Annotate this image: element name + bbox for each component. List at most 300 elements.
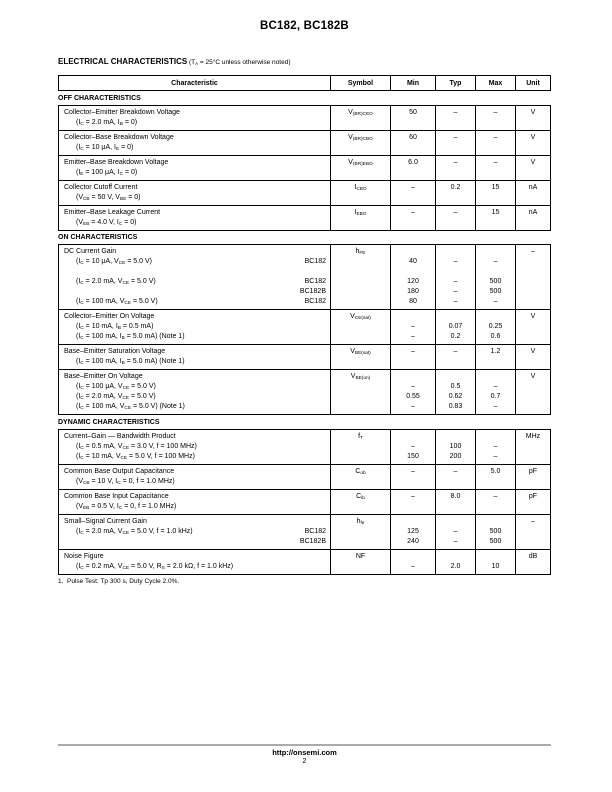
min-cell xyxy=(391,370,436,415)
characteristic-cell xyxy=(59,206,331,231)
condition-text: ($I_C = 100$ mA, $I_B = 5.0$ mA) (Note 1) xyxy=(76,358,185,367)
max-cell-value xyxy=(476,477,515,487)
min-cell-value xyxy=(391,267,435,277)
min-cell-value xyxy=(391,118,435,128)
max-cell-value xyxy=(476,517,515,527)
symbol-cell xyxy=(331,515,391,550)
typ-cell-value xyxy=(436,168,475,178)
typ-cell-value: – xyxy=(453,298,458,305)
unit-cell-value: nA xyxy=(528,208,538,216)
table-row xyxy=(59,430,551,465)
min-cell-value xyxy=(391,357,435,367)
max-cell-value xyxy=(476,168,515,178)
min-cell xyxy=(391,430,436,465)
typ-cell xyxy=(436,245,476,310)
typ-cell-value: – xyxy=(453,537,458,545)
typ-cell-value xyxy=(436,517,475,527)
max-cell xyxy=(476,156,516,181)
unit-cell-value: V xyxy=(530,373,536,380)
typ-cell-value xyxy=(436,118,475,128)
max-cell xyxy=(476,310,516,345)
min-cell-value xyxy=(391,432,435,442)
typ-cell-value: – xyxy=(453,258,458,265)
max-cell-value: 500 xyxy=(489,537,502,545)
header-characteristic: Characteristic xyxy=(59,76,331,91)
characteristic-line xyxy=(59,537,330,547)
max-cell-value: 15 xyxy=(491,208,500,216)
typ-cell-value: 0.07 xyxy=(448,323,463,330)
unit-cell xyxy=(516,490,551,515)
max-cell-value xyxy=(476,372,515,382)
unit-cell-value: pF xyxy=(528,467,538,475)
characteristic-cell xyxy=(59,106,331,131)
condition-text: ($I_C = 10$ mA, $I_B = 0.5$ mA) xyxy=(76,323,154,332)
typ-cell-value: 0.2 xyxy=(450,183,461,191)
condition-text: DC Current Gain xyxy=(64,248,117,255)
footnote: 1. Pulse Test: Tp 300 s, Duty Cycle 2.0%. xyxy=(58,577,180,585)
condition-text: ($I_C = 0.5$ mA, $V_{CE} = 3.0$ V, f = 100 MHz) xyxy=(76,442,197,451)
condition-text: Collector–Base Breakdown Voltage xyxy=(64,133,174,141)
characteristic-cell xyxy=(59,515,331,550)
unit-cell-value: V xyxy=(530,133,536,141)
max-cell xyxy=(476,370,516,415)
min-cell-value: 80 xyxy=(409,298,417,305)
symbol-cell xyxy=(331,430,391,465)
symbol-cell-value: $V_{BE(sat)}$ xyxy=(350,348,371,357)
max-cell-value: 5.0 xyxy=(490,467,501,475)
characteristic-line xyxy=(59,562,330,572)
symbol-cell-value: $V_{(BR)EBO}$ xyxy=(348,158,373,167)
unit-cell-value: V xyxy=(530,108,536,116)
min-cell-value: – xyxy=(411,323,415,330)
typ-cell-value: – xyxy=(453,208,458,216)
header-typ: Typ xyxy=(436,76,476,91)
typ-cell xyxy=(436,430,476,465)
symbol-cell xyxy=(331,131,391,156)
min-cell-value: – xyxy=(411,442,415,450)
condition-text: ($I_C = 10$ μA, $V_{CE} = 5.0$ V) xyxy=(76,258,152,267)
typ-cell xyxy=(436,490,476,515)
symbol-cell-value: $C_{ob}$ xyxy=(355,467,366,476)
table-row xyxy=(59,245,551,310)
unit-cell xyxy=(516,370,551,415)
max-cell-value: – xyxy=(493,298,498,305)
unit-cell xyxy=(516,550,551,575)
characteristic-line xyxy=(59,312,330,322)
characteristic-line xyxy=(59,477,330,487)
min-cell-value: – xyxy=(411,208,415,216)
unit-cell-value: MHz xyxy=(525,432,541,440)
max-cell-value: 1.2 xyxy=(490,348,501,355)
table-section-block xyxy=(58,105,551,231)
model-label: BC182B xyxy=(299,537,326,545)
unit-cell xyxy=(516,465,551,490)
min-cell-value: 60 xyxy=(409,133,417,141)
min-cell xyxy=(391,515,436,550)
symbol-cell-value: $V_{(BR)CBO}$ xyxy=(348,133,373,142)
max-cell-value xyxy=(476,552,515,562)
max-cell xyxy=(476,490,516,515)
characteristic-line xyxy=(59,277,330,287)
characteristic-line xyxy=(59,218,330,228)
min-cell-value xyxy=(391,517,435,527)
characteristic-cell xyxy=(59,345,331,370)
typ-cell-value xyxy=(436,502,475,512)
typ-cell-value xyxy=(436,267,475,277)
min-cell xyxy=(391,490,436,515)
symbol-cell xyxy=(331,550,391,575)
characteristic-cell xyxy=(59,245,331,310)
max-cell-value xyxy=(476,267,515,277)
characteristic-line xyxy=(59,287,330,297)
table-row xyxy=(59,465,551,490)
min-cell-value: 120 xyxy=(407,278,419,285)
min-cell-value: 0.55 xyxy=(406,393,420,400)
table-section-block xyxy=(58,244,551,415)
symbol-cell xyxy=(331,245,391,310)
characteristic-line xyxy=(59,382,330,392)
typ-cell-value: 2.0 xyxy=(450,562,461,570)
min-cell-value xyxy=(391,372,435,382)
symbol-cell xyxy=(331,310,391,345)
characteristic-cell xyxy=(59,310,331,345)
footer-link[interactable]: http://onsemi.com xyxy=(272,748,337,757)
header-unit: Unit xyxy=(516,76,551,91)
min-cell xyxy=(391,345,436,370)
condition-text: ($I_C = 100$ mA, $V_{CE} = 5.0$ V) (Note 1) xyxy=(76,403,185,412)
symbol-cell xyxy=(331,490,391,515)
characteristic-line xyxy=(59,442,330,452)
characteristic-line xyxy=(59,168,330,178)
characteristic-line xyxy=(59,467,330,477)
section-label: ON CHARACTERISTICS xyxy=(58,234,138,241)
unit-cell xyxy=(516,310,551,345)
model-label: BC182 xyxy=(304,298,326,305)
min-cell-value: – xyxy=(411,467,415,475)
table-row xyxy=(59,156,551,181)
characteristic-line xyxy=(59,527,330,537)
max-cell-value: 500 xyxy=(489,278,502,285)
typ-cell-value: 8.0 xyxy=(450,492,461,500)
symbol-cell xyxy=(331,345,391,370)
max-cell-value xyxy=(476,502,515,512)
min-cell-value: – xyxy=(411,562,415,570)
typ-cell xyxy=(436,370,476,415)
min-cell xyxy=(391,181,436,206)
condition-text: Small–Signal Current Gain xyxy=(64,517,147,525)
min-cell-value xyxy=(391,552,435,562)
condition-text: ($V_{CB} = 50$ V, $V_{BE} = 0$) xyxy=(76,193,141,202)
unit-cell-value: – xyxy=(531,517,535,525)
model-label: BC182 xyxy=(304,278,326,285)
min-cell-value xyxy=(391,502,435,512)
min-cell-value: – xyxy=(411,333,415,340)
min-cell-value: – xyxy=(411,403,415,410)
table-row xyxy=(59,106,551,131)
min-cell xyxy=(391,131,436,156)
characteristic-line xyxy=(59,183,330,193)
unit-cell-value: V xyxy=(530,158,536,166)
condition-text: ($I_C = 2.0$ mA, $V_{CE} = 5.0$ V) xyxy=(76,278,156,287)
characteristic-line xyxy=(59,492,330,502)
characteristic-line xyxy=(59,392,330,402)
max-cell xyxy=(476,181,516,206)
table-section-block xyxy=(58,429,551,575)
characteristic-cell xyxy=(59,465,331,490)
min-cell-value: – xyxy=(411,348,415,355)
typ-cell-value: 0.83 xyxy=(448,403,463,410)
symbol-cell-value: $I_{EBO}$ xyxy=(354,208,367,217)
min-cell-value xyxy=(391,143,435,153)
characteristic-line xyxy=(59,452,330,462)
condition-text: ($I_C = 100$ mA, $I_B = 5.0$ mA) (Note 1) xyxy=(76,333,185,342)
max-cell-value: – xyxy=(493,133,498,141)
characteristic-line xyxy=(59,133,330,143)
typ-cell-value xyxy=(436,312,475,322)
characteristic-cell xyxy=(59,550,331,575)
symbol-cell xyxy=(331,106,391,131)
condition-text: Collector Cutoff Current xyxy=(64,183,138,191)
condition-text: Emitter–Base Leakage Current xyxy=(64,208,161,216)
max-cell-value: – xyxy=(493,492,498,500)
typ-cell xyxy=(436,465,476,490)
characteristic-line xyxy=(59,552,330,562)
unit-cell xyxy=(516,131,551,156)
symbol-cell-value: $V_{BE(on)}$ xyxy=(350,373,371,382)
condition-text: Collector–Emitter On Voltage xyxy=(64,313,155,320)
max-cell-value: 15 xyxy=(491,183,500,191)
max-cell-value: 500 xyxy=(489,288,502,295)
typ-cell-value xyxy=(436,193,475,203)
min-cell-value xyxy=(391,168,435,178)
typ-cell-value: – xyxy=(453,527,458,535)
max-cell xyxy=(476,245,516,310)
condition-text: ($I_C = 100$ μA, $V_{CE} = 5.0$ V) xyxy=(76,383,156,392)
condition-text: Base–Emitter Saturation Voltage xyxy=(64,348,166,355)
condition-text: Noise Figure xyxy=(64,552,104,560)
table-row xyxy=(59,310,551,345)
characteristic-line xyxy=(59,257,330,267)
characteristic-line xyxy=(59,432,330,442)
table-row xyxy=(59,550,551,575)
typ-cell xyxy=(436,156,476,181)
min-cell-value: 150 xyxy=(407,452,419,460)
max-cell-value xyxy=(476,118,515,128)
typ-cell-value xyxy=(436,552,475,562)
characteristic-cell xyxy=(59,490,331,515)
symbol-cell xyxy=(331,465,391,490)
unit-cell-value: – xyxy=(531,248,535,255)
min-cell-value: 40 xyxy=(409,258,417,265)
unit-cell xyxy=(516,106,551,131)
unit-cell-value: dB xyxy=(528,552,538,560)
header-max: Max xyxy=(476,76,516,91)
max-cell-value: – xyxy=(493,108,498,116)
typ-cell xyxy=(436,550,476,575)
unit-cell xyxy=(516,430,551,465)
symbol-cell-value: $V_{CE(sat)}$ xyxy=(350,313,371,322)
min-cell-value xyxy=(391,247,435,257)
typ-cell xyxy=(436,515,476,550)
condition-text: ($V_{EB} = 0.5$ V, $I_C = 0$, f = 1.0 MHz) xyxy=(76,502,177,511)
unit-cell xyxy=(516,345,551,370)
typ-cell-value: – xyxy=(453,467,458,475)
min-cell-value: 240 xyxy=(407,537,419,545)
characteristic-line xyxy=(59,143,330,153)
table-row xyxy=(59,345,551,370)
condition-text: ($V_{EB} = 4.0$ V, $I_C = 0$) xyxy=(76,218,137,227)
symbol-cell-value: $h_{FE}$ xyxy=(355,248,366,257)
min-cell xyxy=(391,106,436,131)
page-footer xyxy=(58,744,551,765)
unit-cell xyxy=(516,181,551,206)
condition-text: ($I_C = 10$ mA, $V_{CE} = 5.0$ V, f = 100 MHz) xyxy=(76,452,195,461)
max-cell-value xyxy=(476,357,515,367)
symbol-cell-value: NF xyxy=(355,552,366,560)
max-cell-value: – xyxy=(493,403,498,410)
symbol-cell-value: $f_T$ xyxy=(358,432,363,441)
condition-text: ($I_C = 10$ μA, $I_E = 0$) xyxy=(76,143,134,152)
max-cell-value: 0.7 xyxy=(490,393,501,400)
characteristic-line xyxy=(59,267,330,277)
model-label: BC182 xyxy=(304,527,326,535)
characteristic-line xyxy=(59,357,330,367)
min-cell xyxy=(391,156,436,181)
characteristic-line xyxy=(59,297,330,307)
model-label: BC182 xyxy=(304,258,326,265)
section-label: OFF CHARACTERISTICS xyxy=(58,94,141,102)
typ-cell xyxy=(436,345,476,370)
characteristic-cell xyxy=(59,370,331,415)
characteristic-line xyxy=(59,193,330,203)
min-cell xyxy=(391,550,436,575)
page-title: BC182, BC182B xyxy=(260,20,349,32)
min-cell-value: 125 xyxy=(407,527,419,535)
characteristic-line xyxy=(59,322,330,332)
characteristic-line xyxy=(59,347,330,357)
electrical-characteristics-heading xyxy=(58,51,551,69)
symbol-cell xyxy=(331,206,391,231)
max-cell-value: 10 xyxy=(491,562,500,570)
max-cell xyxy=(476,106,516,131)
max-cell-value: 0.6 xyxy=(490,333,501,340)
datasheet-page xyxy=(58,0,551,585)
table-row xyxy=(59,515,551,550)
min-cell-value xyxy=(391,312,435,322)
max-cell xyxy=(476,430,516,465)
unit-cell xyxy=(516,245,551,310)
unit-cell-value: V xyxy=(530,313,536,320)
typ-cell-value: – xyxy=(453,278,458,285)
characteristic-line xyxy=(59,208,330,218)
condition-text: ($I_C = 0.2$ mA, $V_{CE} = 5.0$ V, $R_S = 2.0$ kΩ, f = 1.0 kHz) xyxy=(76,562,234,571)
condition-text: ($I_C = 2.0$ mA, $I_B = 0$) xyxy=(76,118,138,127)
min-cell-value: – xyxy=(411,183,415,191)
typ-cell-value xyxy=(436,247,475,257)
table-row xyxy=(59,181,551,206)
characteristic-line xyxy=(59,247,330,257)
symbol-cell-value: $h_{fe}$ xyxy=(356,517,365,526)
max-cell xyxy=(476,206,516,231)
characteristic-cell xyxy=(59,181,331,206)
max-cell-value xyxy=(476,193,515,203)
characteristic-line xyxy=(59,502,330,512)
max-cell-value xyxy=(476,247,515,257)
max-cell-value xyxy=(476,312,515,322)
typ-cell-value xyxy=(436,477,475,487)
condition-text: Current–Gain — Bandwidth Product xyxy=(64,432,176,440)
max-cell-value xyxy=(476,218,515,228)
characteristic-line xyxy=(59,402,330,412)
typ-cell-value xyxy=(436,357,475,367)
condition-text: Collector–Emitter Breakdown Voltage xyxy=(64,108,180,116)
max-cell xyxy=(476,131,516,156)
typ-cell-value xyxy=(436,372,475,382)
unit-cell xyxy=(516,156,551,181)
typ-cell-value: – xyxy=(453,288,458,295)
table-row xyxy=(59,206,551,231)
max-cell-value: – xyxy=(493,258,498,265)
typ-cell-value xyxy=(436,432,475,442)
symbol-cell-value: $C_{ib}$ xyxy=(356,492,365,501)
typ-cell-value: – xyxy=(453,133,458,141)
typ-cell-value xyxy=(436,218,475,228)
max-cell-value xyxy=(476,143,515,153)
min-cell-value: – xyxy=(411,383,415,390)
max-cell xyxy=(476,515,516,550)
min-cell xyxy=(391,465,436,490)
min-cell-value: 6.0 xyxy=(408,158,418,166)
characteristic-line xyxy=(59,517,330,527)
condition-text: Common Base Output Capacitance xyxy=(64,467,175,475)
header-min: Min xyxy=(391,76,436,91)
max-cell xyxy=(476,345,516,370)
max-cell-value xyxy=(476,432,515,442)
table-row xyxy=(59,370,551,415)
typ-cell-value: – xyxy=(453,348,458,355)
max-cell-value: 0.25 xyxy=(488,323,503,330)
characteristic-cell xyxy=(59,131,331,156)
typ-cell-value: – xyxy=(453,158,458,166)
model-label: BC182B xyxy=(299,288,326,295)
heading-conditions: ($T_A = 25^\circ C$ unless otherwise noted) xyxy=(187,59,291,67)
symbol-cell-value: $I_{CBO}$ xyxy=(354,183,367,192)
min-cell-value xyxy=(391,477,435,487)
table-row xyxy=(59,131,551,156)
typ-cell-value: 100 xyxy=(449,442,462,450)
typ-cell-value: 0.62 xyxy=(448,393,463,400)
typ-cell xyxy=(436,181,476,206)
typ-cell xyxy=(436,310,476,345)
condition-text: Common Base Input Capacitance xyxy=(64,492,169,500)
typ-cell-value: 200 xyxy=(449,452,462,460)
heading-title: ELECTRICAL CHARACTERISTICS xyxy=(58,57,188,66)
max-cell-value: – xyxy=(493,158,498,166)
symbol-cell xyxy=(331,181,391,206)
max-cell xyxy=(476,550,516,575)
characteristic-cell xyxy=(59,430,331,465)
condition-text: Emitter–Base Breakdown Voltage xyxy=(64,158,169,166)
symbol-cell xyxy=(331,370,391,415)
symbol-cell-value: $V_{(BR)CEO}$ xyxy=(348,108,373,117)
unit-cell-value: pF xyxy=(528,492,538,500)
page-number: 2 xyxy=(302,758,307,765)
min-cell xyxy=(391,245,436,310)
min-cell-value: – xyxy=(411,492,415,500)
condition-text: ($I_E = 100$ μA, $I_C = 0$) xyxy=(76,168,138,177)
typ-cell xyxy=(436,131,476,156)
max-cell-value: 500 xyxy=(489,527,502,535)
